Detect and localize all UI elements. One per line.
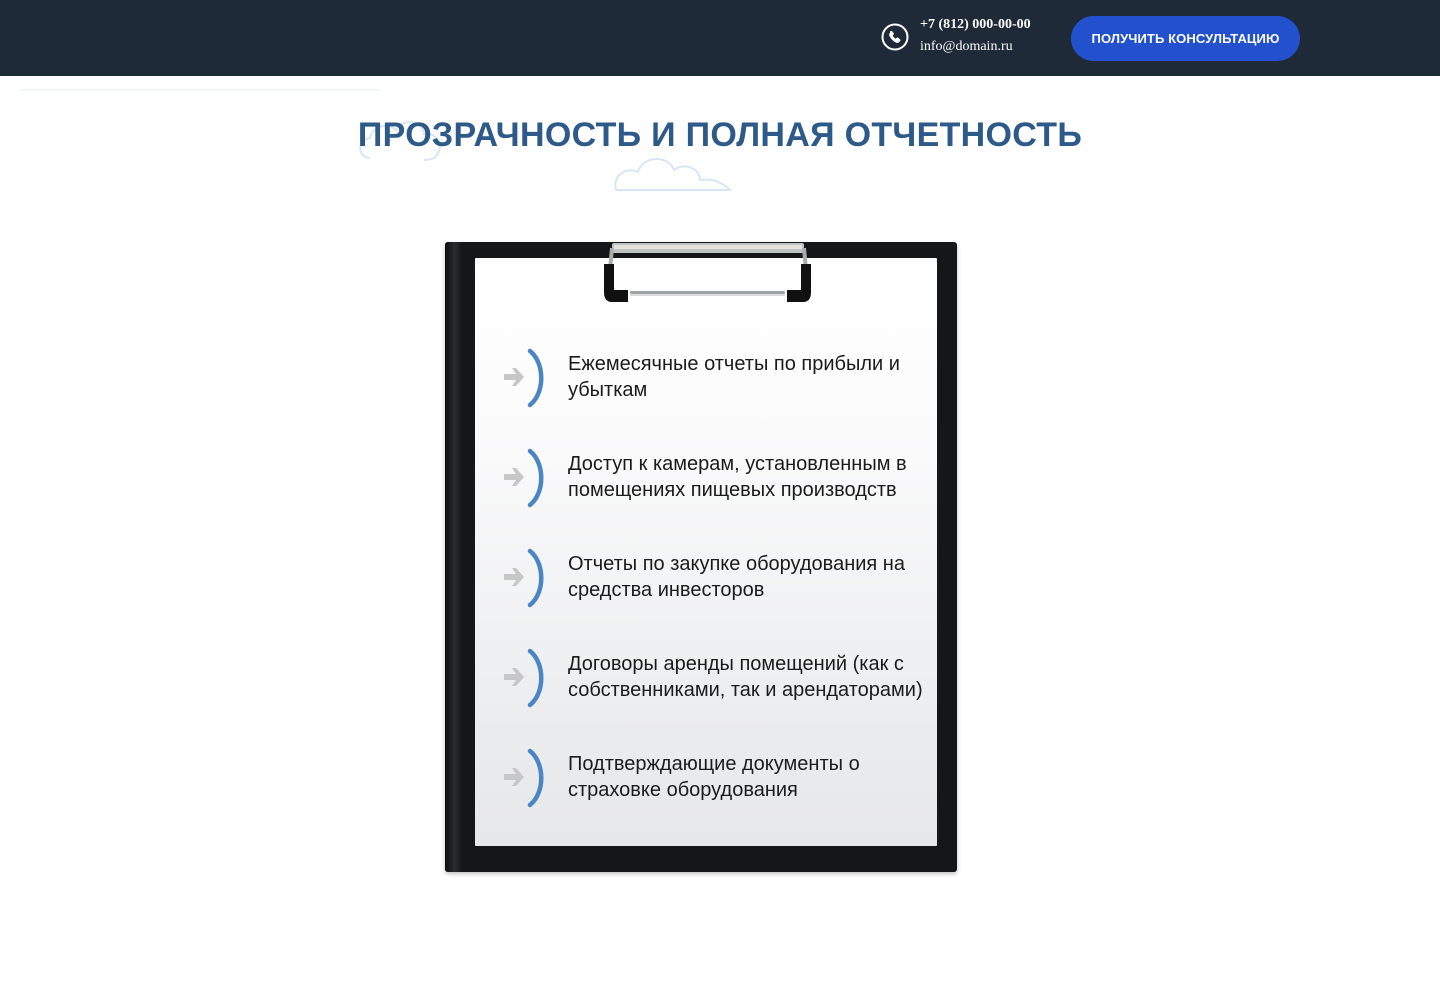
contact-phone[interactable]: +7 (812) 000-00-00 [920, 17, 1031, 32]
list-item-label: Договоры аренды помещений (как с собственниками, так и арендаторами) [568, 653, 923, 701]
list-item [498, 547, 938, 627]
contact-email[interactable]: info@domain.ru [920, 39, 1013, 54]
phone-icon[interactable] [880, 22, 910, 52]
arrow-bracket-icon [498, 347, 552, 409]
list-item-label: Доступ к камерам, установленным в помещениях пищевых производств [568, 453, 907, 501]
arrow-bracket-icon [498, 747, 552, 809]
list-item-label: Ежемесячные отчеты по прибыли и убыткам [568, 353, 900, 401]
list-item [498, 647, 938, 727]
arrow-bracket-icon [498, 447, 552, 509]
list-item [498, 447, 938, 527]
list-item [498, 347, 938, 427]
list-item-label: Подтверждающие документы о страховке оборудования [568, 753, 860, 801]
clipboard-clip-icon [590, 240, 825, 312]
top-bar [0, 0, 1440, 76]
get-consultation-button[interactable]: ПОЛУЧИТЬ КОНСУЛЬТАЦИЮ [1071, 16, 1300, 61]
list-item [498, 747, 938, 827]
clipboard-spine [445, 242, 461, 872]
arrow-bracket-icon [498, 547, 552, 609]
arrow-bracket-icon [498, 647, 552, 709]
list-item-label: Отчеты по закупке оборудования на средства инвесторов [568, 553, 905, 601]
page-title: ПРОЗРАЧНОСТЬ И ПОЛНАЯ ОТЧЕТНОСТЬ [357, 116, 1083, 154]
